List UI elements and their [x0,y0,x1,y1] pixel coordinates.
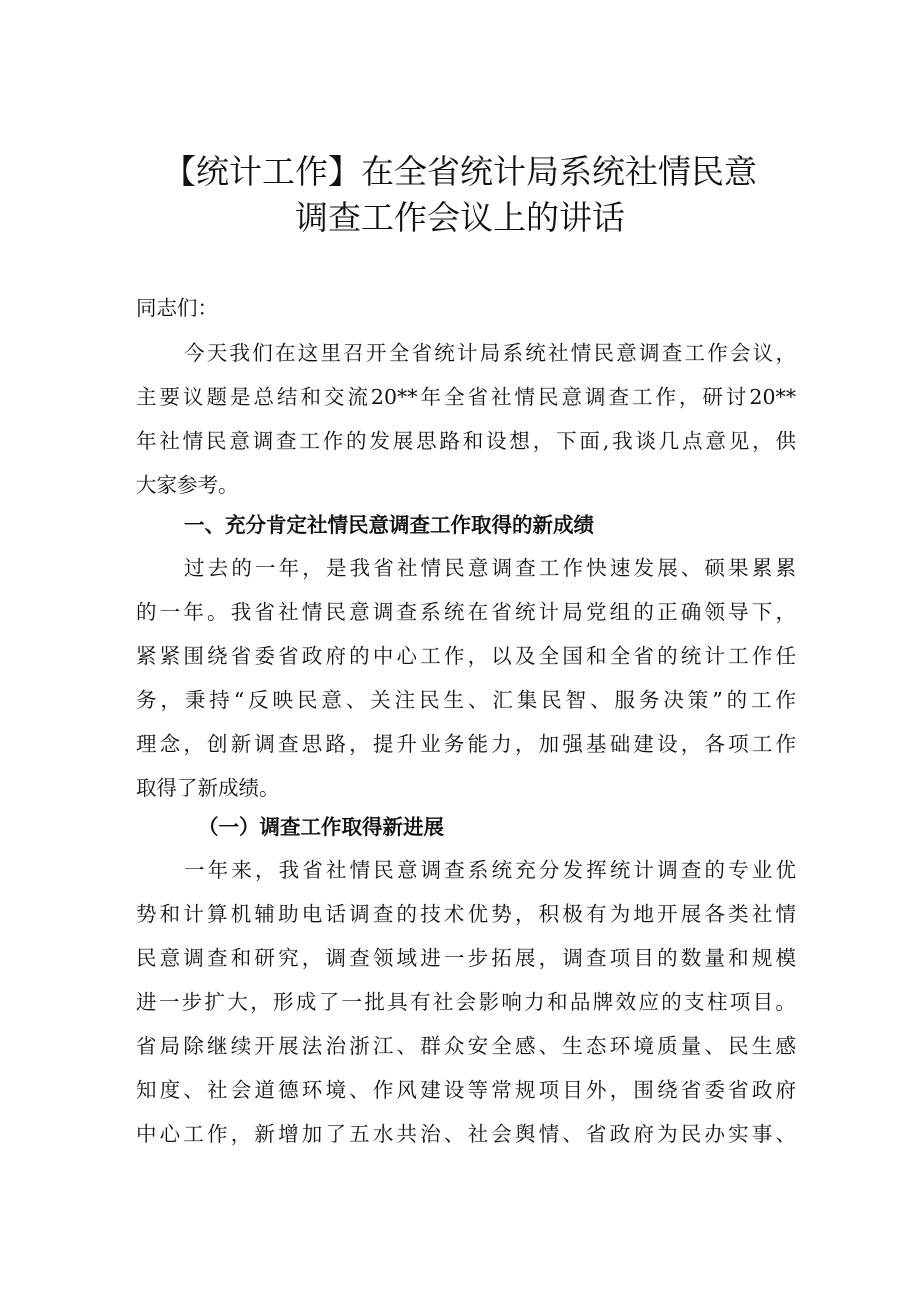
subsection-heading: （一）调查工作取得新进展 [198,815,444,839]
paragraph-line: 务，秉持“反映民意、关注民生、汇集民智、服务决策”的工作 [136,688,796,712]
paragraph-line: 过去的一年，是我省社情民意调查工作快速发展、硕果累累 [184,556,796,580]
paragraph-line: 知度、社会道德环境、作风建设等常规项目外，围绕省委省政府 [136,1078,796,1102]
paragraph-line: 进一步扩大，形成了一批具有社会影响力和品牌效应的支柱项目。 [136,990,796,1014]
paragraph-line: 的一年。我省社情民意调查系统在省统计局党组的正确领导下， [136,600,796,624]
paragraph-line: 理念，创新调查思路，提升业务能力，加强基础建设，各项工作 [136,732,796,756]
paragraph-line: 年社情民意调查工作的发展思路和设想，下面,我谈几点意见，供 [136,429,796,453]
paragraph-line: 民意调查和研究，调查领域进一步拓展，调查项目的数量和规模 [136,946,796,970]
paragraph-line: 一年来，我省社情民意调查系统充分发挥统计调查的专业优 [184,858,796,882]
paragraph-line: 取得了新成绩。 [136,776,280,800]
document-title-line-1: 【统计工作】在全省统计局系统社情民意 [163,152,757,191]
salutation: 同志们： [136,296,218,320]
section-heading: 一、充分肯定社情民意调查工作取得的新成绩 [184,513,594,537]
paragraph-line: 势和计算机辅助电话调查的技术优势，积极有为地开展各类社情 [136,902,796,926]
paragraph-line: 今天我们在这里召开全省统计局系统社情民意调查工作会议， [184,341,796,365]
paragraph-line: 省局除继续开展法治浙江、群众安全感、生态环境质量、民生感 [136,1034,796,1058]
paragraph-line: 大家参考。 [136,473,239,497]
document-title-line-2: 调查工作会议上的讲话 [295,198,625,237]
paragraph-line: 紧紧围绕省委省政府的中心工作，以及全国和全省的统计工作任 [136,644,796,668]
paragraph-line: 中心工作，新增加了五水共治、社会舆情、省政府为民办实事、 [136,1122,796,1146]
paragraph-line: 主要议题是总结和交流20**年全省社情民意调查工作，研讨20** [136,385,796,409]
